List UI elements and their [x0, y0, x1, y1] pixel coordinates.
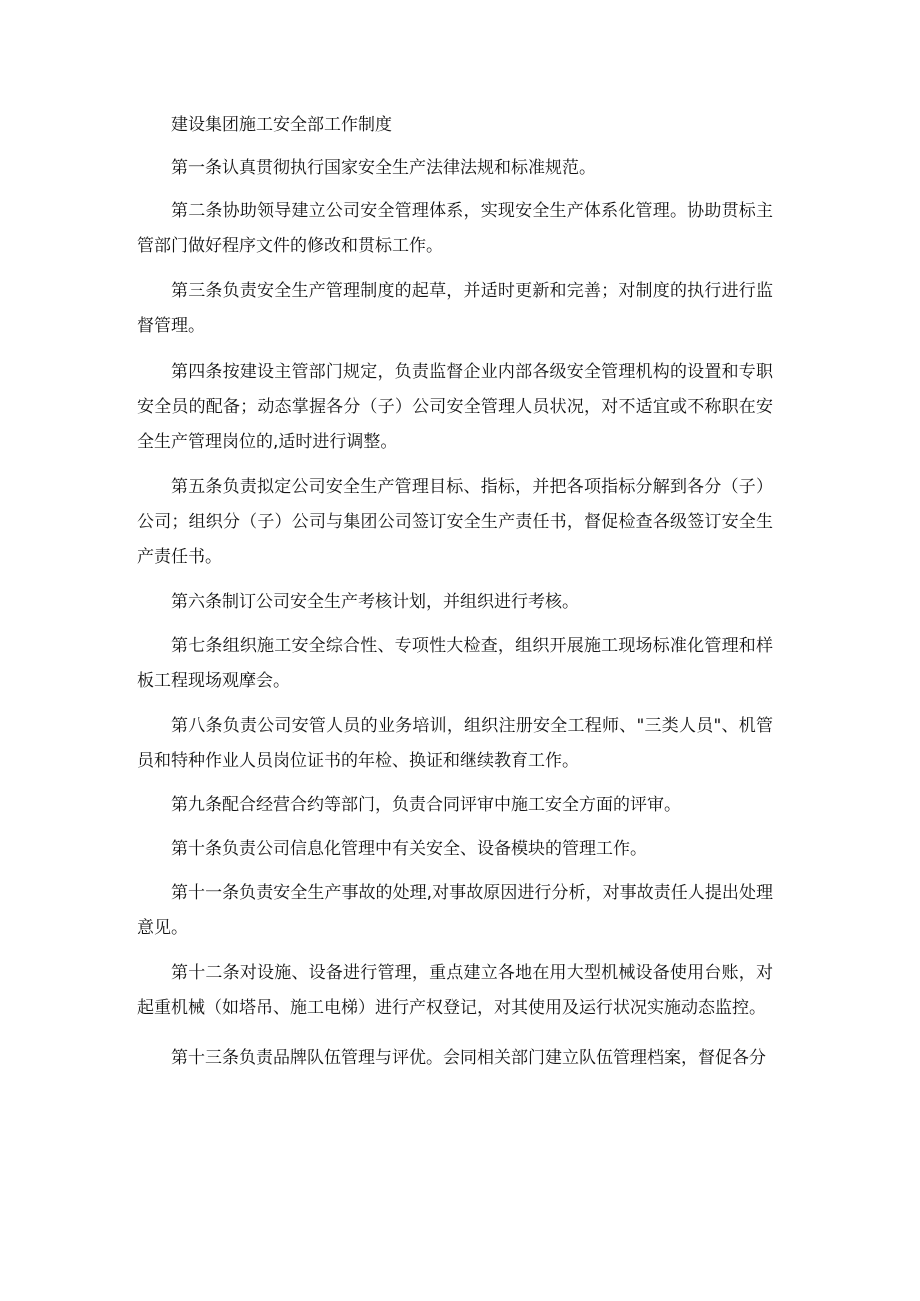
article-paragraph: 第三条负责安全生产管理制度的起草，并适时更新和完善；对制度的执行进行监督管理。 [137, 281, 773, 336]
article-paragraph: 第六条制订公司安全生产考核计划，并组织进行考核。 [171, 592, 579, 612]
document-title: 建设集团施工安全部工作制度 [171, 115, 392, 135]
article-paragraph: 第二条协助领导建立公司安全管理体系，实现安全生产体系化管理。协助贯标主管部门做好程序文件的修改和贯标工作。 [137, 201, 773, 256]
article-paragraph: 第九条配合经营合约等部门，负责合同评审中施工安全方面的评审。 [171, 795, 681, 815]
article-paragraph: 第八条负责公司安管人员的业务培训，组织注册安全工程师、"三类人员"、机管员和特种作业人员岗位证书的年检、换证和继续教育工作。 [137, 716, 773, 771]
article-paragraph: 第四条按建设主管部门规定，负责监督企业内部各级安全管理机构的设置和专职安全员的配备；动态掌握各分（子）公司安全管理人员状况，对不适宜或不称职在安全生产管理岗位的,适时进行调整。 [137, 362, 773, 452]
article-paragraph: 第十三条负责品牌队伍管理与评优。会同相关部门建立队伍管理档案，督促各分 [171, 1048, 766, 1068]
article-paragraph: 第一条认真贯彻执行国家安全生产法律法规和标准规范。 [171, 158, 596, 178]
document-body [137, 108, 773, 1076]
article-paragraph: 第十二条对设施、设备进行管理，重点建立各地在用大型机械设备使用台账，对起重机械（如塔吊、施工电梯）进行产权登记，对其使用及运行状况实施动态监控。 [137, 963, 773, 1018]
article-paragraph: 第十一条负责安全生产事故的处理,对事故原因进行分析，对事故责任人提出处理意见。 [137, 883, 773, 938]
article-paragraph: 第七条组织施工安全综合性、专项性大检查，组织开展施工现场标准化管理和样板工程现场观摩会。 [137, 636, 773, 691]
article-paragraph: 第五条负责拟定公司安全生产管理目标、指标，并把各项指标分解到各分（子）公司；组织分（子）公司与集团公司签订安全生产责任书，督促检查各级签订安全生产责任书。 [137, 477, 773, 567]
article-paragraph: 第十条负责公司信息化管理中有关安全、设备模块的管理工作。 [171, 839, 647, 859]
